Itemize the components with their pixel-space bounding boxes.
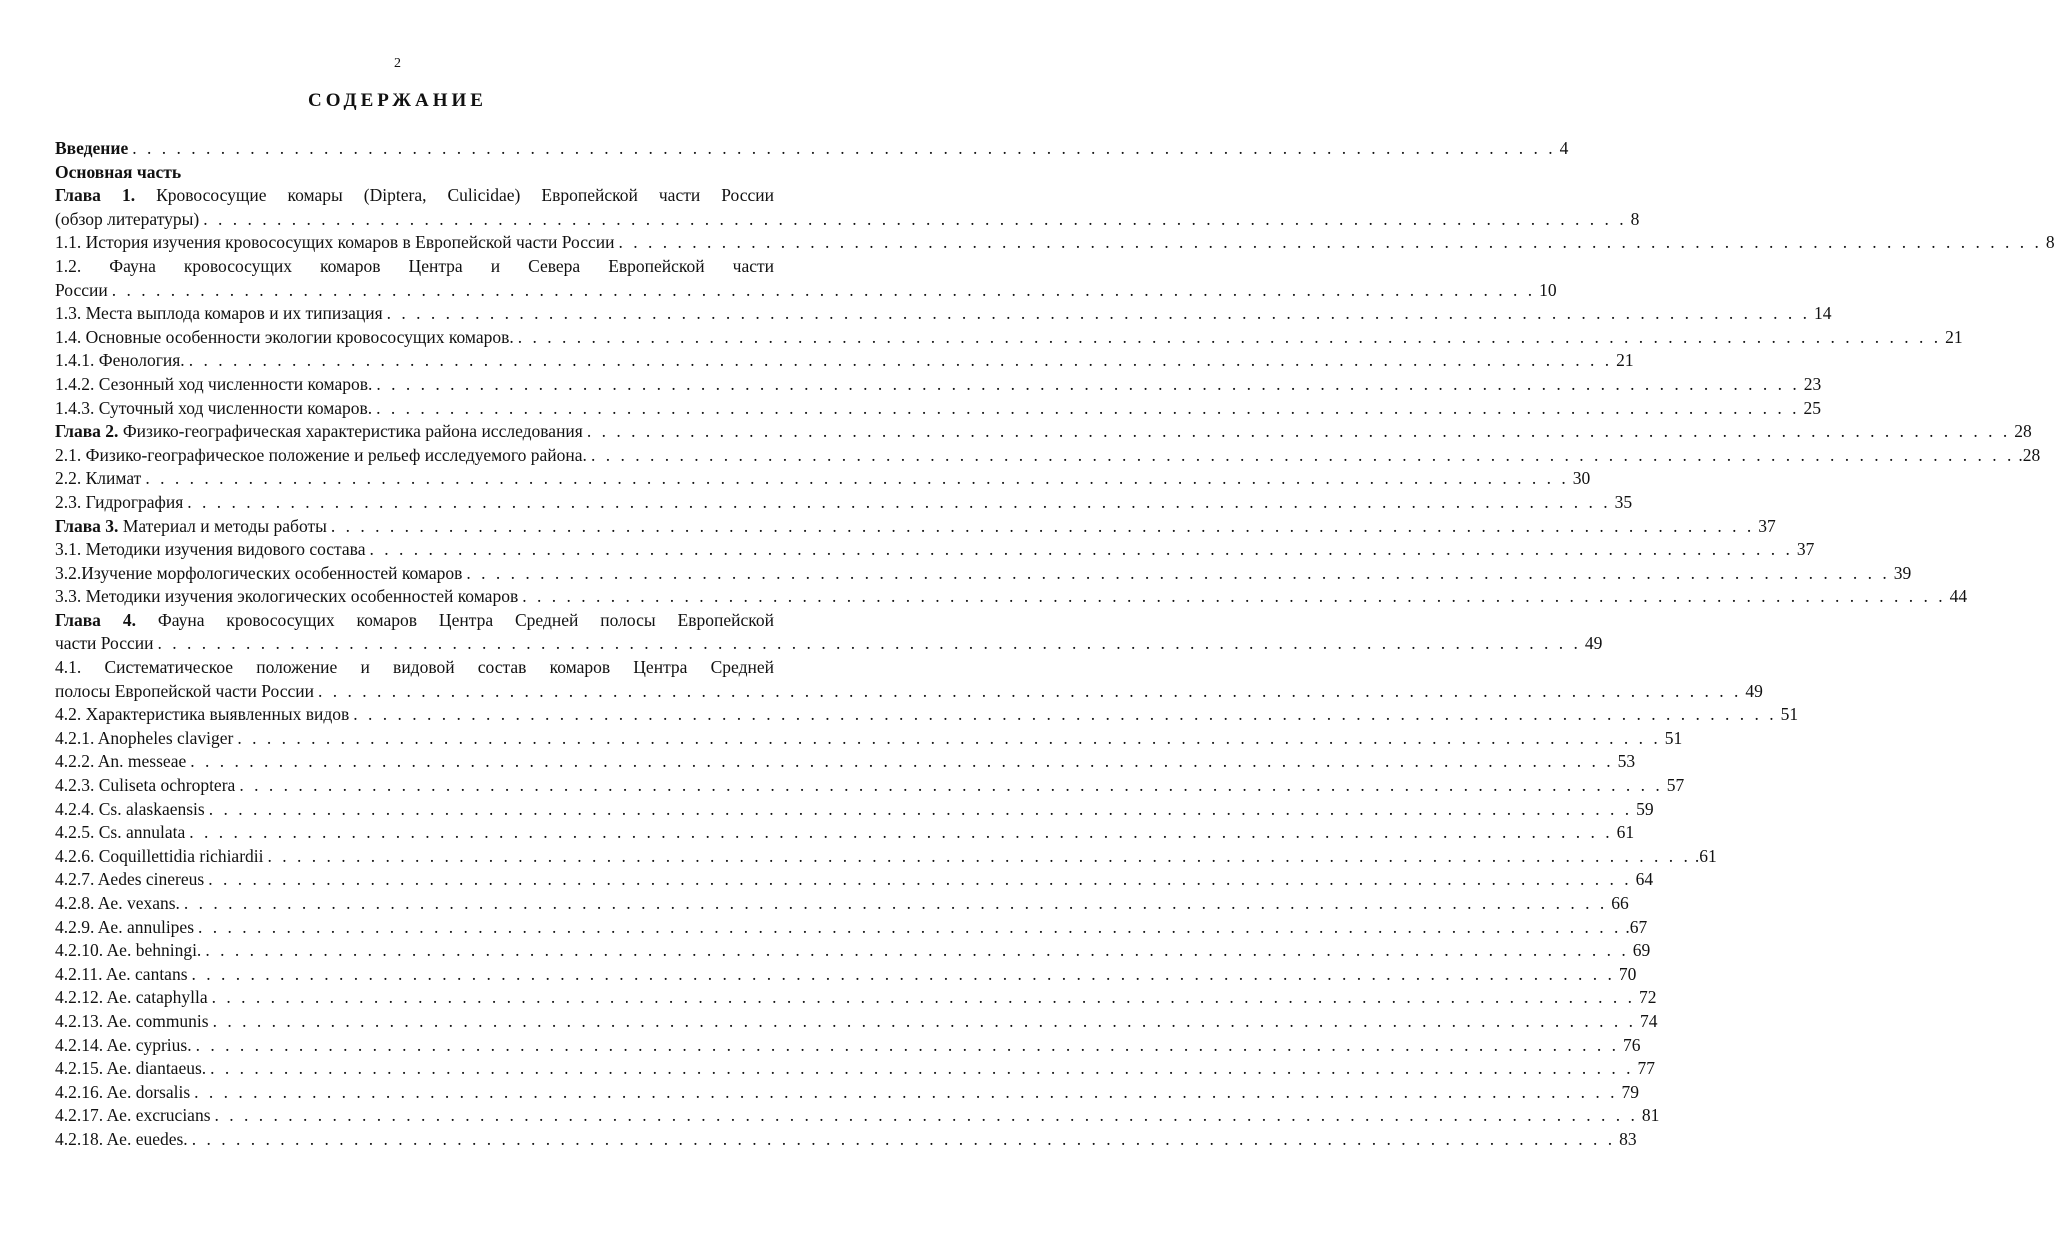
toc-page-number: 61 bbox=[1616, 822, 1635, 843]
toc-page-number: 21 bbox=[1945, 326, 1963, 347]
dot-leader bbox=[268, 845, 1691, 869]
toc-entry-text: 1.3. Места выплода комаров и их типизация bbox=[55, 303, 383, 324]
dot-leader bbox=[112, 279, 1535, 303]
toc-entry bbox=[55, 279, 1557, 303]
toc-entry bbox=[55, 562, 1912, 586]
toc-entry bbox=[55, 963, 1637, 987]
dot-leader bbox=[194, 1081, 1617, 1105]
toc-entry-title bbox=[55, 774, 235, 798]
dot-leader bbox=[522, 585, 1945, 609]
toc-entry-title bbox=[55, 1010, 209, 1034]
toc-entry-title bbox=[55, 137, 128, 161]
dot-leader bbox=[132, 137, 1555, 161]
toc-entry-text: России bbox=[55, 279, 108, 300]
toc-entry-title bbox=[55, 939, 201, 963]
dot-leader bbox=[237, 727, 1660, 751]
dot-leader bbox=[208, 868, 1631, 892]
dot-leader bbox=[213, 1010, 1636, 1034]
toc-entry bbox=[55, 184, 774, 208]
toc-entry-title bbox=[55, 185, 774, 205]
toc-entry-title bbox=[55, 798, 205, 822]
toc-entry-title bbox=[55, 1034, 192, 1058]
toc-entry-text: (обзор литературы) bbox=[55, 208, 200, 229]
toc-entry-title bbox=[55, 326, 514, 350]
toc-page-number: 39 bbox=[1893, 562, 1912, 583]
toc-entry-text: 1.4.1. Фенология. bbox=[55, 350, 185, 371]
page-number: 2 bbox=[394, 56, 401, 71]
toc-entry-text: 4.2.1. Anopheles claviger bbox=[55, 727, 234, 748]
toc-entry-text: 1.1. История изучения кровососущих комаров в Европейской части России bbox=[55, 232, 615, 253]
toc-entry-text: 1.4.3. Суточный ход численности комаров. bbox=[55, 397, 373, 418]
toc-page-number: 57 bbox=[1666, 775, 1685, 796]
toc-entry-text: 4.2.13. Ae. communis bbox=[55, 1010, 209, 1031]
toc-entry-text: части России bbox=[55, 633, 154, 654]
toc-entry-title bbox=[55, 632, 153, 656]
dot-leader bbox=[189, 349, 1612, 373]
dot-leader bbox=[387, 302, 1810, 326]
toc-entry bbox=[55, 515, 1776, 539]
table-of-contents bbox=[55, 137, 2055, 1152]
toc-page-number: 23 bbox=[1803, 373, 1822, 394]
toc-page-number: 37 bbox=[1796, 539, 1815, 560]
toc-entry-text: 2.2. Климат bbox=[55, 468, 142, 489]
toc-entry bbox=[55, 774, 1685, 798]
toc-entry bbox=[55, 1081, 1640, 1105]
toc-entry-title bbox=[55, 585, 518, 609]
dot-leader bbox=[376, 373, 1799, 397]
toc-page-number: 51 bbox=[1780, 704, 1799, 725]
toc-entry-text: 4.2.17. Ae. excrucians bbox=[55, 1105, 211, 1126]
dot-leader bbox=[376, 397, 1799, 421]
toc-entry-title bbox=[55, 302, 383, 326]
toc-page-number: .61 bbox=[1694, 845, 1717, 866]
toc-entry bbox=[55, 1104, 1660, 1128]
toc-entry bbox=[55, 137, 1569, 161]
toc-entry bbox=[55, 680, 1763, 704]
dot-leader bbox=[369, 538, 1792, 562]
dot-leader bbox=[618, 231, 2041, 255]
toc-page-number: 35 bbox=[1614, 491, 1633, 512]
toc-entry-title bbox=[55, 821, 185, 845]
toc-entry bbox=[55, 1128, 1637, 1152]
toc-entry-title bbox=[55, 397, 372, 421]
toc-entry-text: 4.2.11. Ae. cantans bbox=[55, 963, 188, 984]
toc-page-number: 51 bbox=[1664, 727, 1683, 748]
toc-entry-title bbox=[55, 657, 774, 677]
toc-entry-title bbox=[55, 420, 583, 444]
toc-page-number: .28 bbox=[2018, 444, 2041, 465]
toc-entry-title bbox=[55, 916, 194, 940]
toc-page-number: .67 bbox=[1625, 916, 1648, 937]
dot-leader bbox=[210, 1057, 1633, 1081]
dot-leader bbox=[190, 750, 1613, 774]
toc-entry-text: 4.2.9. Ae. annulipes bbox=[55, 916, 195, 937]
toc-entry-text: 1.4.2. Сезонный ход численности комаров. bbox=[55, 373, 373, 394]
toc-entry-title bbox=[55, 256, 774, 276]
toc-page-number: 66 bbox=[1611, 893, 1629, 913]
toc-page-number: 83 bbox=[1619, 1128, 1637, 1149]
toc-page-number: 49 bbox=[1745, 680, 1763, 701]
toc-entry-title bbox=[55, 750, 186, 774]
toc-entry-title bbox=[55, 373, 372, 397]
toc-page-number: 44 bbox=[1949, 586, 1968, 607]
toc-entry bbox=[55, 632, 1603, 656]
toc-entry-text: 4.2.6. Coquillettidia richiardii bbox=[55, 845, 264, 866]
toc-entry-text: 4.2. Характеристика выявленных видов bbox=[55, 704, 350, 725]
toc-entry-heading: Глава 1. bbox=[55, 185, 136, 206]
toc-page-number: 59 bbox=[1636, 798, 1654, 819]
toc-page-number: 4 bbox=[1559, 138, 1569, 158]
toc-entry-title bbox=[55, 680, 314, 704]
toc-entry-title bbox=[55, 1104, 211, 1128]
toc-entry-text: Физико-географическая характеристика района исследования bbox=[118, 421, 583, 442]
toc-entry-title bbox=[55, 845, 264, 869]
toc-entry-text: 4.2.3. Culiseta ochroptera bbox=[55, 775, 236, 796]
toc-page-number: 70 bbox=[1618, 963, 1637, 984]
toc-entry-heading: Глава 2. bbox=[55, 421, 119, 442]
dot-leader bbox=[591, 444, 2014, 468]
toc-entry bbox=[55, 491, 1633, 515]
dot-leader bbox=[192, 963, 1615, 987]
toc-page-number: 77 bbox=[1637, 1058, 1656, 1079]
toc-page-number: 8 bbox=[2045, 232, 2055, 253]
toc-entry bbox=[55, 255, 774, 279]
toc-entry bbox=[55, 1057, 1656, 1081]
toc-page-number: 30 bbox=[1572, 468, 1591, 489]
toc-entry-title bbox=[55, 703, 349, 727]
dot-leader bbox=[184, 892, 1607, 916]
toc-entry bbox=[55, 231, 2055, 255]
toc-entry-title bbox=[55, 963, 188, 987]
toc-entry-title bbox=[55, 538, 365, 562]
toc-entry-title bbox=[55, 491, 183, 515]
dot-leader bbox=[203, 208, 1626, 232]
toc-page-number: 53 bbox=[1617, 751, 1636, 772]
toc-entry-title bbox=[55, 1057, 206, 1081]
toc-entry bbox=[55, 397, 1821, 421]
dot-leader bbox=[145, 467, 1568, 491]
toc-entry-title bbox=[55, 1128, 188, 1152]
toc-entry-text: 4.2.10. Ae. behningi. bbox=[55, 940, 202, 961]
dot-leader bbox=[518, 326, 1941, 350]
toc-entry bbox=[55, 939, 1651, 963]
toc-page-number: 28 bbox=[2014, 421, 2032, 442]
dot-leader bbox=[157, 632, 1580, 656]
toc-entry-title bbox=[55, 986, 208, 1010]
toc-entry-title bbox=[55, 868, 204, 892]
dot-leader bbox=[318, 680, 1741, 704]
toc-entry-text: 1.2. Фауна кровососущих комаров Центра и Севера Европейской части bbox=[55, 255, 774, 276]
toc-entry bbox=[55, 326, 1963, 350]
toc-entry bbox=[55, 609, 774, 633]
toc-entry-text: 4.2.2. An. messeae bbox=[55, 751, 187, 772]
toc-entry-text: 4.2.16. Ae. dorsalis bbox=[55, 1081, 191, 1102]
dot-leader bbox=[189, 821, 1612, 845]
toc-entry-text: 3.3. Методики изучения экологических особенностей комаров bbox=[55, 586, 519, 607]
toc-page-number: 79 bbox=[1621, 1081, 1640, 1102]
toc-entry-heading: Введение bbox=[55, 138, 129, 158]
toc-entry-text: 4.2.14. Ae. cyprius. bbox=[55, 1034, 192, 1055]
toc-page-number: 14 bbox=[1814, 303, 1832, 324]
toc-entry-title bbox=[55, 349, 185, 373]
toc-entry-title bbox=[55, 892, 180, 916]
toc-entry bbox=[55, 703, 1799, 727]
toc-entry-heading: Основная часть bbox=[55, 161, 182, 182]
toc-entry bbox=[55, 656, 774, 680]
toc-entry-text: 4.1. Систематическое положение и видовой состав комаров Центра Средней bbox=[55, 657, 774, 678]
toc-entry-text: 4.2.8. Ae. vexans. bbox=[55, 893, 180, 913]
toc-entry bbox=[55, 916, 1648, 940]
toc-entry bbox=[55, 420, 2032, 444]
toc-page-number: 74 bbox=[1639, 1010, 1658, 1031]
toc-entry bbox=[55, 302, 1832, 326]
toc-entry bbox=[55, 444, 2041, 468]
toc-entry-title bbox=[55, 610, 774, 630]
dot-leader bbox=[331, 515, 1754, 539]
toc-entry-text: 1.4. Основные особенности экологии кровососущих комаров. bbox=[55, 326, 514, 347]
toc-page-number: 69 bbox=[1632, 940, 1651, 961]
toc-entry-text: 4.2.4. Cs. alaskaensis bbox=[55, 798, 205, 819]
toc-entry bbox=[55, 373, 1822, 397]
toc-entry bbox=[55, 821, 1635, 845]
toc-entry-text: Фауна кровососущих комаров Центра Средней полосы Европейской bbox=[135, 609, 774, 630]
dot-leader bbox=[587, 420, 2010, 444]
toc-entry-title bbox=[55, 231, 614, 255]
toc-page-number: 37 bbox=[1758, 515, 1776, 536]
toc-page-number: 76 bbox=[1622, 1034, 1641, 1055]
toc-entry bbox=[55, 727, 1683, 751]
dot-leader bbox=[212, 986, 1635, 1010]
toc-entry bbox=[55, 892, 1629, 916]
toc-entry-text: 4.2.12. Ae. cataphylla bbox=[55, 987, 208, 1008]
toc-entry bbox=[55, 585, 1968, 609]
page-title: СОДЕРЖАНИЕ bbox=[308, 90, 487, 111]
toc-page-number: 72 bbox=[1638, 987, 1657, 1008]
toc-entry-text: 4.2.7. Aedes cinereus bbox=[55, 869, 205, 890]
toc-page-number: 49 bbox=[1584, 633, 1603, 654]
toc-page-number: 25 bbox=[1803, 397, 1821, 418]
toc-entry-text: 3.1. Методики изучения видового состава bbox=[55, 539, 366, 560]
toc-entry bbox=[55, 986, 1657, 1010]
toc-entry bbox=[55, 798, 1654, 822]
toc-page-number: 64 bbox=[1635, 869, 1654, 890]
toc-entry-heading: Глава 4. bbox=[55, 609, 136, 630]
dot-leader bbox=[187, 491, 1610, 515]
toc-entry-title bbox=[55, 727, 233, 751]
toc-page-number: 21 bbox=[1616, 350, 1634, 371]
toc-entry-text: 4.2.18. Ae. euedes. bbox=[55, 1128, 188, 1149]
toc-entry-title bbox=[55, 1081, 190, 1105]
toc-page-number: 10 bbox=[1539, 279, 1557, 300]
toc-entry-title bbox=[55, 515, 327, 539]
toc-entry bbox=[55, 538, 1815, 562]
toc-entry bbox=[55, 1034, 1641, 1058]
toc-entry bbox=[55, 467, 1591, 491]
toc-entry bbox=[55, 161, 774, 185]
toc-entry-title bbox=[55, 161, 181, 185]
toc-entry bbox=[55, 1010, 1658, 1034]
toc-entry-title bbox=[55, 208, 199, 232]
dot-leader bbox=[215, 1104, 1638, 1128]
dot-leader bbox=[466, 562, 1889, 586]
toc-entry-title bbox=[55, 562, 462, 586]
toc-entry bbox=[55, 868, 1654, 892]
toc-page-number: 81 bbox=[1641, 1105, 1660, 1126]
dot-leader bbox=[198, 916, 1621, 940]
toc-entry-text: 2.1. Физико-географическое положение и рельеф исследуемого района. bbox=[55, 444, 587, 465]
toc-entry-title bbox=[55, 279, 108, 303]
toc-entry bbox=[55, 349, 1634, 373]
toc-entry-title bbox=[55, 467, 141, 491]
toc-entry-text: 4.2.15. Ae. diantaeus. bbox=[55, 1058, 207, 1079]
dot-leader bbox=[209, 798, 1632, 822]
dot-leader bbox=[239, 774, 1662, 798]
dot-leader bbox=[205, 939, 1628, 963]
dot-leader bbox=[353, 703, 1776, 727]
toc-entry bbox=[55, 208, 1640, 232]
toc-entry-text: полосы Европейской части России bbox=[55, 680, 314, 701]
toc-entry bbox=[55, 750, 1636, 774]
toc-entry-text: Кровососущие комары (Diptera, Culicidae) Европейской части России bbox=[135, 185, 775, 206]
dot-leader bbox=[192, 1128, 1615, 1152]
toc-entry-text: 4.2.5. Cs. annulata bbox=[55, 822, 186, 843]
toc-page-number: 8 bbox=[1630, 208, 1640, 229]
dot-leader bbox=[196, 1034, 1619, 1058]
toc-entry-title bbox=[55, 444, 587, 468]
toc-entry-heading: Глава 3. bbox=[55, 515, 119, 536]
toc-entry bbox=[55, 845, 1717, 869]
toc-entry-text: Материал и методы работы bbox=[118, 515, 327, 536]
toc-entry-text: 2.3. Гидрография bbox=[55, 491, 184, 512]
toc-entry-text: 3.2.Изучение морфологических особенностей комаров bbox=[55, 562, 463, 583]
